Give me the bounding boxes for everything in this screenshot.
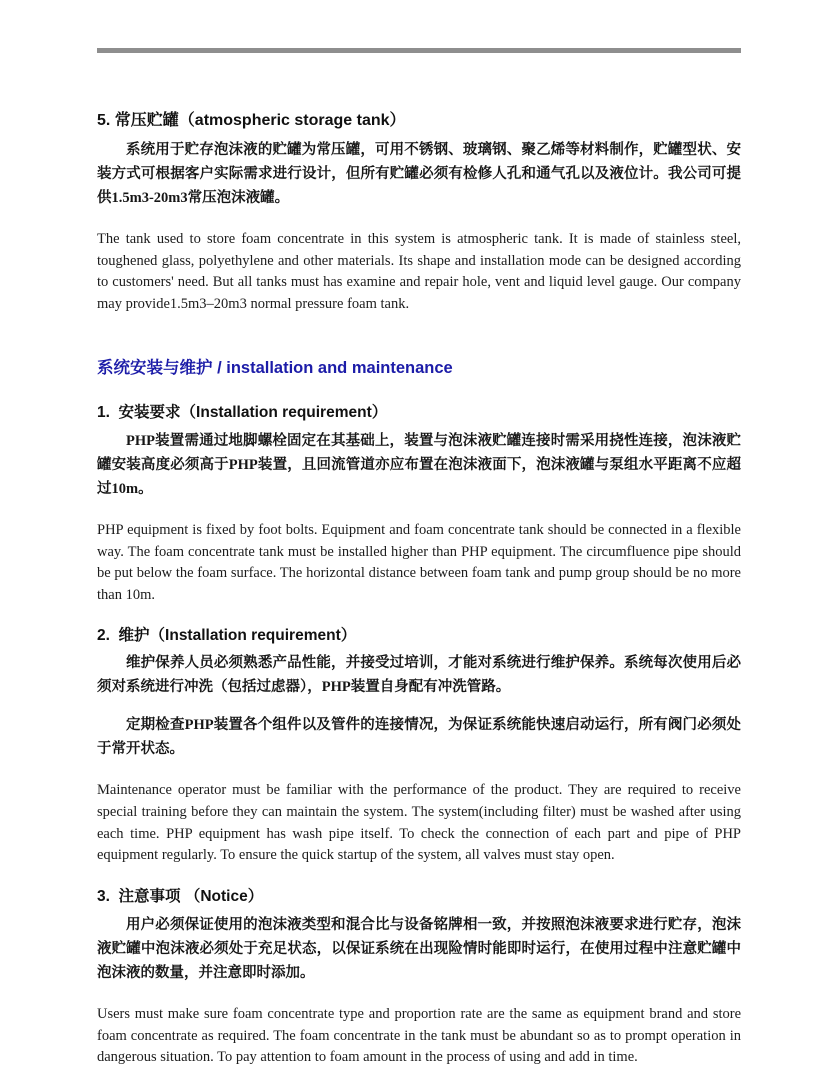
maintenance-paragraph-1-cn: 维护保养人员必须熟悉产品性能，并接受过培训，才能对系统进行维护保养。系统每次使用后必须对系统进行冲洗（包括过虑器），PHP装置自身配有冲洗管路。 [97, 654, 741, 695]
installation-requirement-paragraph-en: PHP equipment is fixed by foot bolts. Equipment and foam concentrate tank should be connected in a flexible way. The foam concentrate tank must be installed higher than PHP equipment. The circumfluence pipe should be put below the foam surface. The horizontal distance between foam tank and pump group should be no more than 10m. [97, 521, 741, 603]
document-page [97, 0, 741, 1084]
atmospheric-tank-heading: 5. 常压贮罐（atmospheric storage tank） [97, 112, 406, 129]
maintenance-paragraph-2-cn: 定期检查PHP装置各个组件以及管件的连接情况，为保证系统能快速启动运行，所有阀门必须处于常开状态。 [97, 717, 741, 758]
installation-requirement-paragraph-cn: PHP装置需通过地脚螺栓固定在其基础上，装置与泡沫液贮罐连接时需采用挠性连接，泡沫液贮罐安装高度必须高于PHP装置，且回流管道亦应布置在泡沫液面下，泡沫液罐与泵组水平距离不应超过10m。 [97, 432, 741, 497]
maintenance-heading: 2. 维护（Installation requirement） [97, 626, 357, 644]
installation-requirement-heading: 1. 安装要求（Installation requirement） [97, 403, 388, 421]
installation-maintenance-heading: 系统安装与维护 / installation and maintenance [97, 358, 453, 377]
notice-paragraph-cn: 用户必须保证使用的泡沫液类型和混合比与设备铭牌相一致，并按照泡沫液要求进行贮存，泡沫液贮罐中泡沫液必须处于充足状态，以保证系统在出现险情时能即时运行，在使用过程中注意贮罐中泡沫液的数量，并注意即时添加。 [97, 916, 741, 981]
notice-paragraph-en: Users must make sure foam concentrate type and proportion rate are the same as equipment brand and store foam concentrate as required. The foam concentrate in the tank must be abundant so as to prompt operation in dangerous situation. To pay attention to foam amount in the process of using and add in time. [97, 1005, 741, 1066]
notice-heading: 3. 注意事项 （Notice） [97, 887, 264, 905]
maintenance-paragraph-en: Maintenance operator must be familiar with the performance of the product. They are required to receive special training before they can maintain the system. The system(including filter) must be washed after using each time. PHP equipment has wash pipe itself. To check the connection of each part and pipe of PHP equipment regularly. To ensure the quick startup of the system, all valves must stay open. [97, 782, 741, 864]
top-divider-rule [97, 48, 741, 53]
atmospheric-tank-paragraph-en: The tank used to store foam concentrate in this system is atmospheric tank. It is made of stainless steel, toughened glass, polyethylene and other materials. Its shape and installation mode can be designed according to customers' need. But all tanks must has examine and repair hole, vent and liquid level gauge. Our company may provide1.5m3–20m3 normal pressure foam tank. [97, 231, 741, 313]
atmospheric-tank-paragraph-cn: 系统用于贮存泡沫液的贮罐为常压罐，可用不锈钢、玻璃钢、聚乙烯等材料制作，贮罐型状、安装方式可根据客户实际需求进行设计，但所有贮罐必须有检修人孔和通气孔以及液位计。我公司可提供1.5m3-20m3常压泡沫液罐。 [97, 142, 741, 206]
